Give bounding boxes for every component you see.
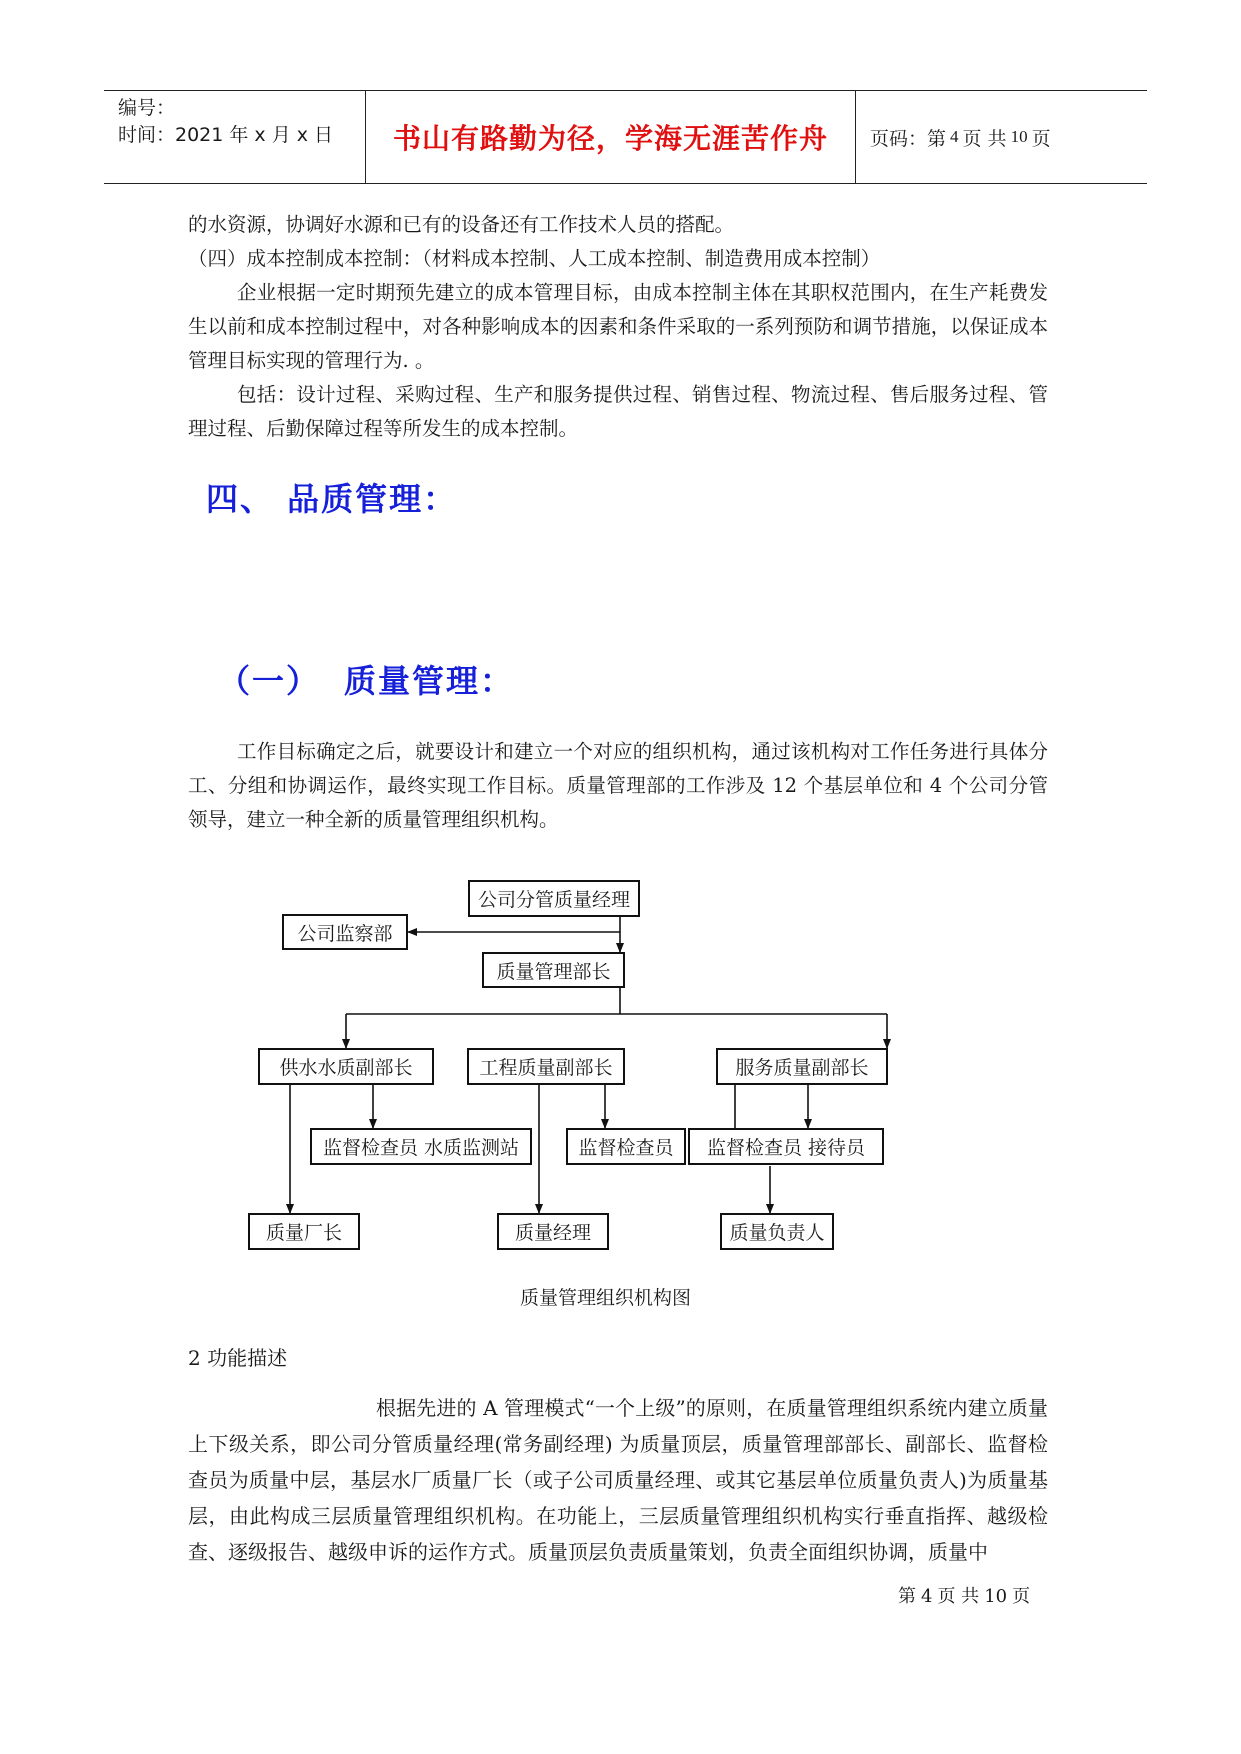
page-suffix: 页 [1031, 127, 1051, 150]
cost-control-paragraph: 企业根据一定时期预先建立的成本管理目标，由成本控制主体在其职权范围内，在生产耗费发生以前和成本控制过程中，对各种影响成本的因素和条件采取的一系列预防和调节措施，以保证成本管理目标实现的管理行为. 。 [188, 281, 1048, 372]
page-prefix: 页码：第 [870, 127, 947, 150]
page-footer [898, 1582, 1030, 1608]
page-mid: 页 共 [962, 127, 1007, 150]
function-description-paragraph [188, 1390, 1048, 1570]
heading-subsection-text: 质量管理： [344, 662, 515, 700]
section-function-title: 2 功能描述 [188, 1346, 288, 1370]
node-quality-dept-head: 质量管理部长 [482, 952, 625, 988]
node-inspector-water-station: 监督检查员 水质监测站 [310, 1128, 532, 1165]
node-inspector-reception: 监督检查员 接待员 [688, 1128, 884, 1165]
page-header [104, 90, 1147, 184]
footer-prefix: 第 [898, 1586, 916, 1607]
footer-current: 4 [921, 1586, 933, 1607]
node-deputy-water-quality: 供水水质副部长 [258, 1048, 434, 1085]
node-quality-factory-head: 质量厂长 [248, 1213, 360, 1250]
heading-quality-subsection [218, 656, 514, 702]
node-deputy-engineering-quality: 工程质量副部长 [467, 1048, 625, 1085]
header-motto: 书山有路勤为径，学海无涯苦作舟 [366, 91, 856, 183]
node-inspector-engineering: 监督检查员 [566, 1128, 686, 1165]
footer-total: 10 [984, 1586, 1008, 1607]
diagram-caption: 质量管理组织机构图 [520, 1287, 692, 1309]
intro-section [188, 208, 1048, 446]
header-page-info [856, 91, 1147, 183]
org-chart [265, 880, 970, 1244]
page-current: 4 [950, 127, 959, 146]
heading-quality-management: 四、 品质管理： [206, 480, 458, 518]
header-meta [104, 91, 366, 183]
node-quality-responsible: 质量负责人 [720, 1213, 834, 1250]
intro-line-2: （四）成本控制成本控制：（材料成本控制、人工成本控制、制造费用成本控制） [188, 247, 881, 270]
function-description-text: 根据先进的 A 管理模式“一个上级”的原则，在质量管理组织系统内建立质量上下级关系，即公司分管质量经理(常务副经理) 为质量顶层，质量管理部部长、副部长、监督检查员为质量中层，基层水厂质量厂长（或子公司质量经理、或其它基层单位质量负责人)为质量基层，由此构成三层质量管理组织机构。在功能上，三层质量管理组织机构实行垂直指挥、越级检查、逐级报告、越级申诉的运作方式。质量顶层负责质量策划，负责全面组织协调，质量中 [188, 1396, 1048, 1564]
page-total: 10 [1010, 127, 1028, 146]
document-number-label: 编号： [118, 97, 176, 119]
node-company-quality-manager: 公司分管质量经理 [468, 880, 640, 917]
heading-subsection-number: （一） [218, 662, 321, 700]
cost-control-scope-paragraph: 包括：设计过程、采购过程、生产和服务提供过程、销售过程、物流过程、售后服务过程、管理过程、后勤保障过程等所发生的成本控制。 [188, 383, 1048, 440]
node-deputy-service-quality: 服务质量副部长 [716, 1048, 888, 1085]
intro-line-1: 的水资源，协调好水源和已有的设备还有工作技术人员的搭配。 [188, 213, 735, 236]
footer-suffix: 页 [1012, 1586, 1031, 1607]
footer-mid: 页 共 [937, 1586, 980, 1607]
node-company-supervision: 公司监察部 [282, 914, 408, 950]
document-time: 时间：2021 年 x 月 x 日 [118, 124, 334, 146]
org-structure-paragraph: 工作目标确定之后，就要设计和建立一个对应的组织机构，通过该机构对工作任务进行具体分工、分组和协调运作，最终实现工作目标。质量管理部的工作涉及 12 个基层单位和 4 个公司分管领导，建立一种全新的质量管理组织机构。 [188, 740, 1048, 831]
node-quality-manager: 质量经理 [497, 1213, 609, 1250]
